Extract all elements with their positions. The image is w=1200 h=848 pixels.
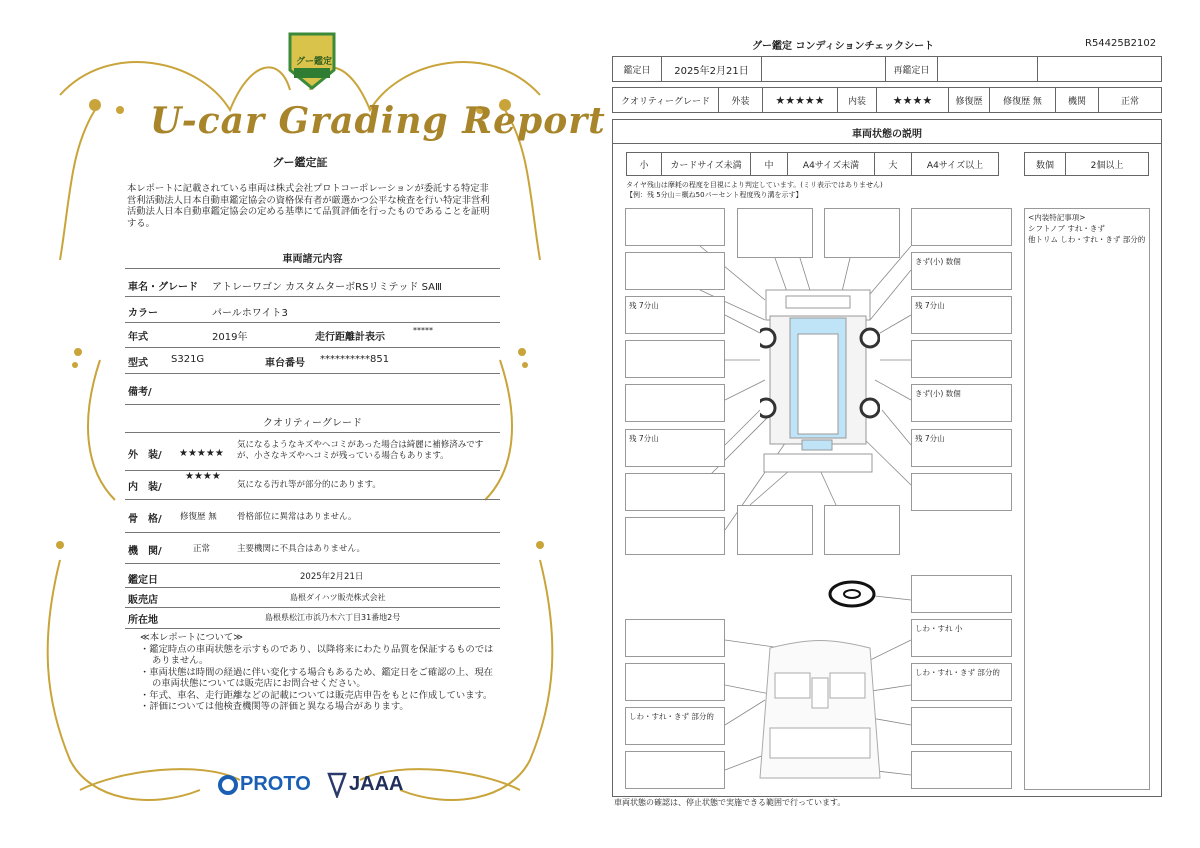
note-box (911, 575, 1012, 613)
frame-note: 骨格部位に異常はありません。 (237, 512, 357, 522)
note-box (625, 751, 725, 789)
spec-row-remarks (125, 374, 500, 405)
report-notes (140, 632, 500, 713)
year-value: 2019年 (212, 332, 248, 343)
int-note-1: しわ・すれ 小 (915, 624, 963, 633)
repair-label-cell: 修復歴 (948, 87, 990, 113)
proto-mark-icon (217, 774, 239, 796)
spec-row-year (125, 323, 500, 348)
name-label: 車名・グレード (128, 282, 198, 293)
tire-rr-note: 残 7分山 (915, 434, 945, 443)
sheet-title: グー鑑定 コンディションチェックシート (752, 41, 935, 52)
note-box-scratch-1 (911, 252, 1012, 290)
chassis-label: 車台番号 (265, 358, 305, 369)
note-box (625, 619, 725, 657)
color-label: カラー (128, 308, 158, 319)
state-heading: 車両状態の説明 (852, 129, 922, 140)
size-large: 大 (874, 152, 912, 176)
interior-note: 気になる汚れ等が部分的にあります。 (237, 480, 381, 490)
divider (125, 432, 500, 433)
engine-label: 機 関/ (128, 546, 162, 557)
proto-logo-text: PROTO (240, 773, 311, 795)
redate-label-cell: 再鑑定日 (885, 56, 938, 82)
certificate-title: グー鑑定証 (272, 156, 328, 169)
note-box-int-1 (911, 619, 1012, 657)
date-value: 2025年2月21日 (300, 572, 364, 582)
notes-heading: ≪本レポートについて≫ (140, 632, 243, 643)
info-row-address (125, 608, 500, 629)
proto-logo (217, 772, 322, 798)
frame-label: 骨 格/ (128, 514, 162, 525)
note-box (625, 252, 725, 290)
scratch-note-1: きず(小) 数個 (915, 257, 961, 266)
quality-row-interior (125, 471, 500, 500)
interior-label: 内 装/ (128, 482, 162, 493)
size-large-desc: A4サイズ以上 (911, 152, 999, 176)
note-item: ・車両状態は時間の経過に伴い変化する場合もあるため、鑑定日をご確認の上、現在の車両状態については販売店にお問合せください。 (140, 666, 493, 689)
address-label: 所在地 (128, 615, 158, 626)
model-value: S321G (171, 354, 205, 365)
tire-fl-note: 残 7分山 (629, 301, 659, 310)
certificate-intro: 本レポートに記載されている車両は株式会社プロトコーポレーションが委託する特定非営利活動法人日本自動車鑑定協会の資格保有者が厳選かつ公平な検査を行い特定非営利活動法人日本自動車鑑定協会の定める基準にて品質評価を行ったものであることを証明する。 (127, 183, 490, 229)
year-label: 年式 (128, 332, 148, 343)
size-mid: 中 (750, 152, 788, 176)
note-item: ・評価については他検査機関等の評価と異なる場合があります。 (140, 701, 409, 712)
info-row-date (125, 565, 500, 588)
note-box (824, 505, 900, 555)
engine-note: 主要機関に不具合はありません。 (237, 544, 366, 554)
mileage-label: 走行距離計表示 (315, 332, 385, 343)
note-item: ・鑑定時点の車両状態を示すものであり、以降将来にわたり品質を保証するものではありません。 (140, 643, 494, 666)
note-box (625, 208, 725, 246)
quality-row-exterior (125, 434, 500, 471)
size-small-desc: カードサイズ未満 (661, 152, 751, 176)
note-box-tire-rr (911, 429, 1012, 467)
note-box-tire-fr (911, 296, 1012, 334)
note-item: ・年式、車名、走行距離などの記載については販売店申告をもとに作成しています。 (140, 689, 493, 701)
exterior-note: 気になるようなキズやヘコミがあった場合は綺麗に補修済みですが、小さなキズやヘコミが残っている場合もあります。 (237, 440, 484, 461)
quality-row-frame (125, 500, 500, 533)
address-value: 島根県松江市浜乃木六丁目31番地2号 (265, 613, 401, 622)
report-id: R54425B2102 (1085, 38, 1157, 49)
script-title: U-car Grading Report (150, 100, 606, 142)
goo-kantei-logo (282, 30, 342, 92)
date-label: 鑑定日 (128, 575, 158, 586)
int-stars-cell: ★★★★ (876, 87, 949, 113)
note-box-tire-rl (625, 429, 725, 467)
engine-value: 正常 (193, 544, 211, 554)
ext-label-cell: 外装 (718, 87, 763, 113)
note-box (737, 208, 813, 258)
condition-check-sheet (600, 0, 1200, 848)
frame-value: 修復歴 無 (180, 512, 217, 522)
car-top-view-diagram (760, 288, 880, 488)
note-box (911, 707, 1012, 745)
tire-rl-note: 残 7分山 (629, 434, 659, 443)
qg-label-cell: クオリティーグレード (612, 87, 719, 113)
jaaa-logo-text: JAAA (349, 773, 404, 795)
note-box-int-2 (911, 663, 1012, 701)
car-interior-diagram (750, 638, 890, 788)
dealer-value: 島根ダイハツ販売株式会社 (290, 593, 386, 602)
ext-stars-cell: ★★★★★ (762, 87, 838, 113)
special-notes-box (1024, 208, 1150, 790)
tire-note-2: 【例：残 5分山＝概ね50パーセント程度残り溝を示す】 (626, 191, 803, 199)
name-value: アトレーワゴン カスタムターボRSリミテッド SAⅢ (212, 282, 442, 293)
count-desc: 2個以上 (1065, 152, 1149, 176)
tire-fr-note: 残 7分山 (915, 301, 945, 310)
spec-row-model (125, 348, 500, 374)
count-label: 数個 (1024, 152, 1066, 176)
exterior-label: 外 装/ (128, 450, 162, 461)
spec-row-name (125, 270, 500, 297)
note-box (911, 340, 1012, 378)
dealer-label: 販売店 (128, 595, 158, 606)
scratch-note-2: きず(小) 数個 (915, 389, 961, 398)
note-box (625, 473, 725, 511)
note-box-tire-fl (625, 296, 725, 334)
note-box (824, 208, 900, 258)
note-box (737, 505, 813, 555)
divider (125, 268, 500, 269)
quality-row-engine (125, 533, 500, 564)
remarks-label: 備考/ (128, 387, 152, 398)
int-note-3: しわ・すれ・きず 部分的 (629, 712, 714, 721)
note-box-scratch-2 (911, 384, 1012, 422)
size-mid-desc: A4サイズ未満 (787, 152, 875, 176)
info-row-dealer (125, 588, 500, 608)
mileage-value: ***** (413, 326, 433, 335)
model-label: 型式 (128, 358, 148, 369)
special-heading: <内装特記事項> (1028, 213, 1086, 222)
note-box (911, 208, 1012, 246)
note-box-int-3 (625, 707, 725, 745)
repair-value-cell: 修復歴 無 (989, 87, 1056, 113)
note-box (625, 340, 725, 378)
special-note-2: 他トリム しわ・すれ・きず 部分的 (1028, 235, 1146, 244)
special-note-1: シフトノブ すれ・きず (1028, 224, 1105, 233)
note-box (625, 663, 725, 701)
tire-note-1: タイヤ残山は摩耗の程度を目視により判定しています。(ミリ表示ではありません) (626, 181, 883, 189)
exterior-stars: ★★★★★ (179, 448, 224, 459)
spec-heading: 車両諸元内容 (282, 254, 343, 265)
note-box (911, 751, 1012, 789)
spec-row-color (125, 297, 500, 323)
jaaa-logo (327, 770, 412, 798)
engine-value-cell: 正常 (1098, 87, 1162, 113)
date-label-cell: 鑑定日 (612, 56, 662, 82)
int-label-cell: 内装 (837, 87, 877, 113)
quality-heading: クオリティーグレード (263, 418, 362, 429)
date-value-cell: 2025年2月21日 (661, 56, 762, 82)
sheet-footer: 車両状態の確認は、停止状態で実施できる範囲で行っています。 (614, 798, 846, 807)
int-note-2: しわ・すれ・きず 部分的 (915, 668, 1000, 677)
interior-stars: ★★★★ (185, 471, 221, 482)
note-box (625, 517, 725, 555)
engine-label-cell: 機関 (1055, 87, 1099, 113)
logo-text: グー鑑定 (296, 57, 333, 67)
steering-wheel-icon (828, 580, 878, 610)
note-box (625, 384, 725, 422)
jaaa-mark-icon (327, 770, 347, 798)
size-small: 小 (626, 152, 662, 176)
color-value: パールホワイト3 (212, 308, 288, 319)
note-box (911, 473, 1012, 511)
chassis-value: **********851 (320, 354, 390, 365)
